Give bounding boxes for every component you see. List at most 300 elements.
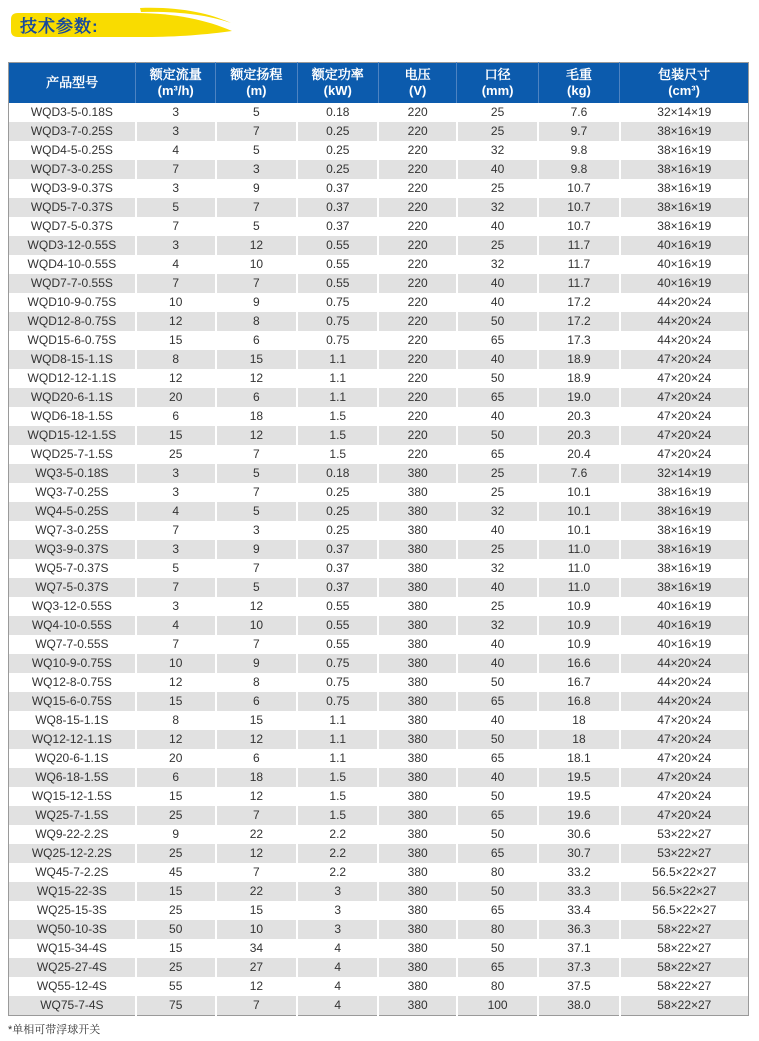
weight-cell: 10.9 [538, 616, 619, 635]
head-cell: 7 [216, 559, 297, 578]
power-cell: 1.5 [297, 787, 378, 806]
package-cell: 40×16×19 [620, 597, 749, 616]
voltage-cell: 380 [378, 654, 456, 673]
model-cell: WQD7-7-0.55S [9, 274, 136, 293]
diameter-cell: 80 [457, 977, 538, 996]
table-row [9, 673, 749, 692]
flow-cell: 15 [136, 787, 216, 806]
package-cell: 38×16×19 [620, 141, 749, 160]
weight-cell: 20.3 [538, 407, 619, 426]
head-cell: 9 [216, 540, 297, 559]
table-row [9, 616, 749, 635]
power-cell: 0.75 [297, 673, 378, 692]
package-cell: 56.5×22×27 [620, 863, 749, 882]
power-cell: 0.18 [297, 103, 378, 122]
voltage-cell: 220 [378, 388, 456, 407]
head-cell: 12 [216, 236, 297, 255]
voltage-cell: 380 [378, 692, 456, 711]
flow-cell: 25 [136, 901, 216, 920]
model-cell: WQ7-3-0.25S [35, 523, 109, 537]
head-cell: 3 [216, 160, 297, 179]
power-cell: 0.25 [297, 483, 378, 502]
table-row [9, 407, 749, 426]
table-row [9, 521, 749, 540]
table-row [9, 844, 749, 863]
model-cell: WQD4-10-0.55S [27, 257, 117, 271]
diameter-cell: 25 [457, 103, 538, 122]
table-row [9, 559, 749, 578]
flow-cell: 4 [136, 616, 216, 635]
col-unit: (m) [246, 83, 267, 98]
flow-cell: 15 [136, 426, 216, 445]
package-cell: 47×20×24 [620, 445, 749, 464]
head-cell: 15 [216, 350, 297, 369]
diameter-cell: 50 [457, 882, 538, 901]
voltage-cell: 380 [378, 977, 456, 996]
diameter-cell: 40 [457, 768, 538, 787]
package-cell: 40×16×19 [620, 236, 749, 255]
head-cell: 27 [216, 958, 297, 977]
voltage-cell: 220 [378, 103, 456, 122]
table-row [9, 578, 749, 597]
flow-cell: 25 [136, 958, 216, 977]
flow-cell: 25 [136, 844, 216, 863]
flow-cell: 4 [136, 255, 216, 274]
model-cell: WQ55-12-4S [36, 979, 107, 993]
model-cell: WQ15-12-1.5S [31, 789, 112, 803]
voltage-cell: 220 [378, 369, 456, 388]
weight-cell: 33.4 [538, 901, 619, 920]
table-row [9, 255, 749, 274]
flow-cell: 7 [136, 635, 216, 654]
voltage-cell: 220 [378, 426, 456, 445]
head-cell: 7 [216, 122, 297, 141]
voltage-cell: 380 [378, 673, 456, 692]
table-row [9, 635, 749, 654]
weight-cell: 10.9 [538, 635, 619, 654]
voltage-cell: 380 [378, 578, 456, 597]
section-banner [8, 4, 244, 40]
weight-cell: 19.5 [538, 768, 619, 787]
diameter-cell: 50 [457, 312, 538, 331]
model-cell: WQ20-6-1.1S [35, 751, 109, 765]
power-cell: 0.25 [297, 502, 378, 521]
head-cell: 6 [216, 749, 297, 768]
weight-cell: 18 [538, 711, 619, 730]
col-header-model [9, 63, 136, 104]
package-cell: 47×20×24 [620, 749, 749, 768]
table-row [9, 920, 749, 939]
table-row [9, 274, 749, 293]
head-cell: 22 [216, 882, 297, 901]
flow-cell: 3 [136, 179, 216, 198]
weight-cell: 30.6 [538, 825, 619, 844]
voltage-cell: 380 [378, 996, 456, 1016]
diameter-cell: 65 [457, 445, 538, 464]
model-cell: WQ7-7-0.55S [35, 637, 109, 651]
model-cell: WQD15-6-0.75S [27, 333, 117, 347]
flow-cell: 4 [136, 502, 216, 521]
power-cell: 0.75 [297, 293, 378, 312]
flow-cell: 20 [136, 749, 216, 768]
power-cell: 0.25 [297, 160, 378, 179]
col-unit: (V) [409, 83, 427, 98]
head-cell: 5 [216, 502, 297, 521]
diameter-cell: 32 [457, 255, 538, 274]
package-cell: 58×22×27 [620, 958, 749, 977]
package-cell: 38×16×19 [620, 217, 749, 236]
table-row [9, 445, 749, 464]
voltage-cell: 380 [378, 939, 456, 958]
weight-cell: 37.1 [538, 939, 619, 958]
table-row [9, 977, 749, 996]
table-row [9, 901, 749, 920]
head-cell: 7 [216, 635, 297, 654]
power-cell: 4 [297, 939, 378, 958]
model-cell: WQD12-12-1.1S [27, 371, 117, 385]
flow-cell: 15 [136, 331, 216, 350]
model-cell: WQ3-7-0.25S [35, 485, 109, 499]
model-cell: WQD25-7-1.5S [30, 447, 113, 461]
table-row [9, 996, 749, 1016]
voltage-cell: 380 [378, 711, 456, 730]
table-row [9, 692, 749, 711]
col-header-voltage [378, 63, 456, 104]
diameter-cell: 32 [457, 559, 538, 578]
flow-cell: 8 [136, 711, 216, 730]
model-cell: WQD3-7-0.25S [9, 122, 136, 141]
weight-cell: 10.7 [538, 198, 619, 217]
table-row [9, 179, 749, 198]
power-cell: 1.5 [297, 407, 378, 426]
voltage-cell: 380 [378, 806, 456, 825]
voltage-cell: 220 [378, 350, 456, 369]
spec-table [8, 62, 749, 1016]
head-cell: 7 [216, 806, 297, 825]
diameter-cell: 40 [457, 274, 538, 293]
table-row [9, 749, 749, 768]
diameter-cell: 25 [457, 483, 538, 502]
table-row [9, 388, 749, 407]
package-cell: 38×16×19 [620, 540, 749, 559]
head-cell: 9 [216, 654, 297, 673]
weight-cell: 19.6 [538, 806, 619, 825]
package-cell: 47×20×24 [620, 806, 749, 825]
model-cell: WQD10-9-0.75S [27, 295, 117, 309]
package-cell: 38×16×19 [620, 198, 749, 217]
weight-cell: 7.6 [538, 103, 619, 122]
flow-cell: 12 [136, 369, 216, 388]
flow-cell: 3 [136, 483, 216, 502]
flow-cell: 3 [136, 464, 216, 483]
diameter-cell: 40 [457, 217, 538, 236]
col-unit: (cm³) [668, 83, 700, 98]
voltage-cell: 220 [378, 217, 456, 236]
head-cell: 5 [216, 464, 297, 483]
voltage-cell: 380 [378, 958, 456, 977]
power-cell: 1.5 [297, 445, 378, 464]
voltage-cell: 220 [378, 407, 456, 426]
col-label: 额定扬程 [230, 67, 283, 82]
voltage-cell: 380 [378, 749, 456, 768]
model-cell: WQ25-7-1.5S [9, 806, 136, 825]
weight-cell: 16.8 [538, 692, 619, 711]
model-cell: WQD7-5-0.37S [30, 219, 113, 233]
weight-cell: 9.8 [538, 141, 619, 160]
power-cell: 0.55 [297, 616, 378, 635]
power-cell: 0.37 [297, 179, 378, 198]
model-cell: WQ5-7-0.37S [35, 561, 109, 575]
table-row [9, 217, 749, 236]
flow-cell: 25 [136, 445, 216, 464]
package-cell: 32×14×19 [620, 464, 749, 483]
flow-cell: 20 [136, 388, 216, 407]
model-cell: WQD6-18-1.5S [30, 409, 113, 423]
package-cell: 38×16×19 [620, 483, 749, 502]
head-cell: 6 [216, 331, 297, 350]
package-cell: 44×20×24 [620, 692, 749, 711]
table-row [9, 464, 749, 483]
package-cell: 38×16×19 [620, 122, 749, 141]
weight-cell: 17.3 [538, 331, 619, 350]
voltage-cell: 220 [378, 236, 456, 255]
package-cell: 38×16×19 [620, 578, 749, 597]
flow-cell: 6 [136, 768, 216, 787]
power-cell: 1.5 [297, 426, 378, 445]
head-cell: 15 [216, 711, 297, 730]
package-cell: 38×16×19 [620, 179, 749, 198]
diameter-cell: 65 [457, 749, 538, 768]
voltage-cell: 380 [378, 825, 456, 844]
flow-cell: 3 [136, 540, 216, 559]
head-cell: 6 [216, 692, 297, 711]
model-cell: WQ25-12-2.2S [9, 844, 136, 863]
head-cell: 15 [216, 901, 297, 920]
power-cell: 0.37 [297, 559, 378, 578]
head-cell: 34 [216, 939, 297, 958]
head-cell: 7 [216, 445, 297, 464]
head-cell: 3 [216, 521, 297, 540]
package-cell: 53×22×27 [620, 825, 749, 844]
model-cell: WQD3-9-0.37S [30, 181, 113, 195]
flow-cell: 75 [136, 996, 216, 1016]
voltage-cell: 380 [378, 483, 456, 502]
table-row [9, 426, 749, 445]
diameter-cell: 25 [457, 540, 538, 559]
weight-cell: 30.7 [538, 844, 619, 863]
head-cell: 12 [216, 730, 297, 749]
col-unit: (kW) [323, 83, 352, 98]
flow-cell: 3 [136, 103, 216, 122]
col-header-rated-flow [136, 63, 216, 104]
table-row [9, 198, 749, 217]
head-cell: 7 [216, 483, 297, 502]
package-cell: 47×20×24 [620, 388, 749, 407]
voltage-cell: 220 [378, 160, 456, 179]
weight-cell: 10.1 [538, 521, 619, 540]
model-cell: WQ9-22-2.2S [35, 827, 109, 841]
col-label: 电压 [404, 67, 431, 82]
package-cell: 47×20×24 [620, 407, 749, 426]
diameter-cell: 65 [457, 692, 538, 711]
head-cell: 7 [216, 996, 297, 1016]
package-cell: 44×20×24 [620, 654, 749, 673]
package-cell: 47×20×24 [620, 768, 749, 787]
flow-cell: 12 [136, 673, 216, 692]
package-cell: 40×16×19 [620, 616, 749, 635]
col-unit: (mm) [481, 83, 514, 98]
weight-cell: 37.5 [538, 977, 619, 996]
power-cell: 1.1 [297, 730, 378, 749]
power-cell: 3 [297, 901, 378, 920]
power-cell: 0.55 [297, 255, 378, 274]
diameter-cell: 65 [457, 388, 538, 407]
table-row [9, 882, 749, 901]
power-cell: 2.2 [297, 844, 378, 863]
package-cell: 32×14×19 [620, 103, 749, 122]
package-cell: 58×22×27 [620, 939, 749, 958]
weight-cell: 10.9 [538, 597, 619, 616]
head-cell: 10 [216, 616, 297, 635]
diameter-cell: 40 [457, 293, 538, 312]
head-cell: 9 [216, 179, 297, 198]
package-cell: 56.5×22×27 [620, 901, 749, 920]
voltage-cell: 220 [378, 331, 456, 350]
table-row [9, 654, 749, 673]
table-row [9, 141, 749, 160]
diameter-cell: 32 [457, 616, 538, 635]
table-row [9, 331, 749, 350]
table-row [9, 369, 749, 388]
diameter-cell: 40 [457, 160, 538, 179]
power-cell: 0.55 [297, 274, 378, 293]
voltage-cell: 380 [378, 464, 456, 483]
model-cell: WQ45-7-2.2S [35, 865, 109, 879]
weight-cell: 33.2 [538, 863, 619, 882]
power-cell: 2.2 [297, 863, 378, 882]
col-unit: (m³/h) [157, 83, 194, 98]
head-cell: 12 [216, 426, 297, 445]
diameter-cell: 50 [457, 825, 538, 844]
table-row [9, 540, 749, 559]
col-header-rated-head [216, 63, 297, 104]
diameter-cell: 32 [457, 198, 538, 217]
head-cell: 12 [216, 977, 297, 996]
diameter-cell: 40 [457, 654, 538, 673]
flow-cell: 7 [136, 160, 216, 179]
diameter-cell: 40 [457, 407, 538, 426]
diameter-cell: 25 [457, 236, 538, 255]
model-cell: WQ25-15-3S [36, 903, 107, 917]
power-cell: 0.75 [297, 331, 378, 350]
table-row [9, 958, 749, 977]
model-cell: WQD3-12-0.55S [9, 236, 136, 255]
power-cell: 1.5 [297, 768, 378, 787]
weight-cell: 9.7 [538, 122, 619, 141]
voltage-cell: 380 [378, 559, 456, 578]
power-cell: 3 [297, 882, 378, 901]
col-unit: (kg) [567, 83, 591, 98]
model-cell: WQ75-7-4S [9, 996, 136, 1016]
package-cell: 40×16×19 [620, 635, 749, 654]
package-cell: 47×20×24 [620, 350, 749, 369]
weight-cell: 20.4 [538, 445, 619, 464]
table-row [9, 730, 749, 749]
head-cell: 10 [216, 255, 297, 274]
table-row [9, 768, 749, 787]
flow-cell: 12 [136, 730, 216, 749]
voltage-cell: 380 [378, 768, 456, 787]
model-cell: WQ7-5-0.37S [9, 578, 136, 597]
table-row [9, 103, 749, 122]
diameter-cell: 25 [457, 179, 538, 198]
flow-cell: 7 [136, 578, 216, 597]
weight-cell: 17.2 [538, 293, 619, 312]
flow-cell: 5 [136, 559, 216, 578]
weight-cell: 11.7 [538, 255, 619, 274]
weight-cell: 10.7 [538, 217, 619, 236]
package-cell: 47×20×24 [620, 369, 749, 388]
voltage-cell: 380 [378, 920, 456, 939]
model-cell: WQ15-22-3S [9, 882, 136, 901]
package-cell: 53×22×27 [620, 844, 749, 863]
package-cell: 40×16×19 [620, 274, 749, 293]
power-cell: 0.55 [297, 236, 378, 255]
weight-cell: 11.7 [538, 274, 619, 293]
power-cell: 0.55 [297, 635, 378, 654]
model-cell: WQ3-9-0.37S [9, 540, 136, 559]
package-cell: 47×20×24 [620, 730, 749, 749]
voltage-cell: 380 [378, 521, 456, 540]
voltage-cell: 380 [378, 882, 456, 901]
power-cell: 0.75 [297, 654, 378, 673]
head-cell: 12 [216, 787, 297, 806]
model-cell: WQD7-3-0.25S [9, 160, 136, 179]
flow-cell: 45 [136, 863, 216, 882]
head-cell: 8 [216, 312, 297, 331]
package-cell: 38×16×19 [620, 559, 749, 578]
diameter-cell: 25 [457, 464, 538, 483]
weight-cell: 18.1 [538, 749, 619, 768]
flow-cell: 15 [136, 692, 216, 711]
head-cell: 9 [216, 293, 297, 312]
power-cell: 4 [297, 958, 378, 977]
table-row [9, 312, 749, 331]
diameter-cell: 32 [457, 502, 538, 521]
weight-cell: 20.3 [538, 426, 619, 445]
diameter-cell: 65 [457, 901, 538, 920]
model-cell: WQ4-5-0.25S [9, 502, 136, 521]
voltage-cell: 220 [378, 198, 456, 217]
weight-cell: 11.7 [538, 236, 619, 255]
package-cell: 44×20×24 [620, 673, 749, 692]
table-row [9, 122, 749, 141]
diameter-cell: 40 [457, 578, 538, 597]
model-cell: WQ15-6-0.75S [9, 692, 136, 711]
power-cell: 0.75 [297, 312, 378, 331]
col-label: 口径 [484, 67, 511, 82]
model-cell: WQ15-34-4S [36, 941, 107, 955]
flow-cell: 10 [136, 293, 216, 312]
weight-cell: 9.8 [538, 160, 619, 179]
head-cell: 7 [216, 863, 297, 882]
model-cell: WQ10-9-0.75S [9, 654, 136, 673]
flow-cell: 50 [136, 920, 216, 939]
package-cell: 58×22×27 [620, 996, 749, 1016]
weight-cell: 18.9 [538, 350, 619, 369]
diameter-cell: 65 [457, 331, 538, 350]
weight-cell: 19.5 [538, 787, 619, 806]
